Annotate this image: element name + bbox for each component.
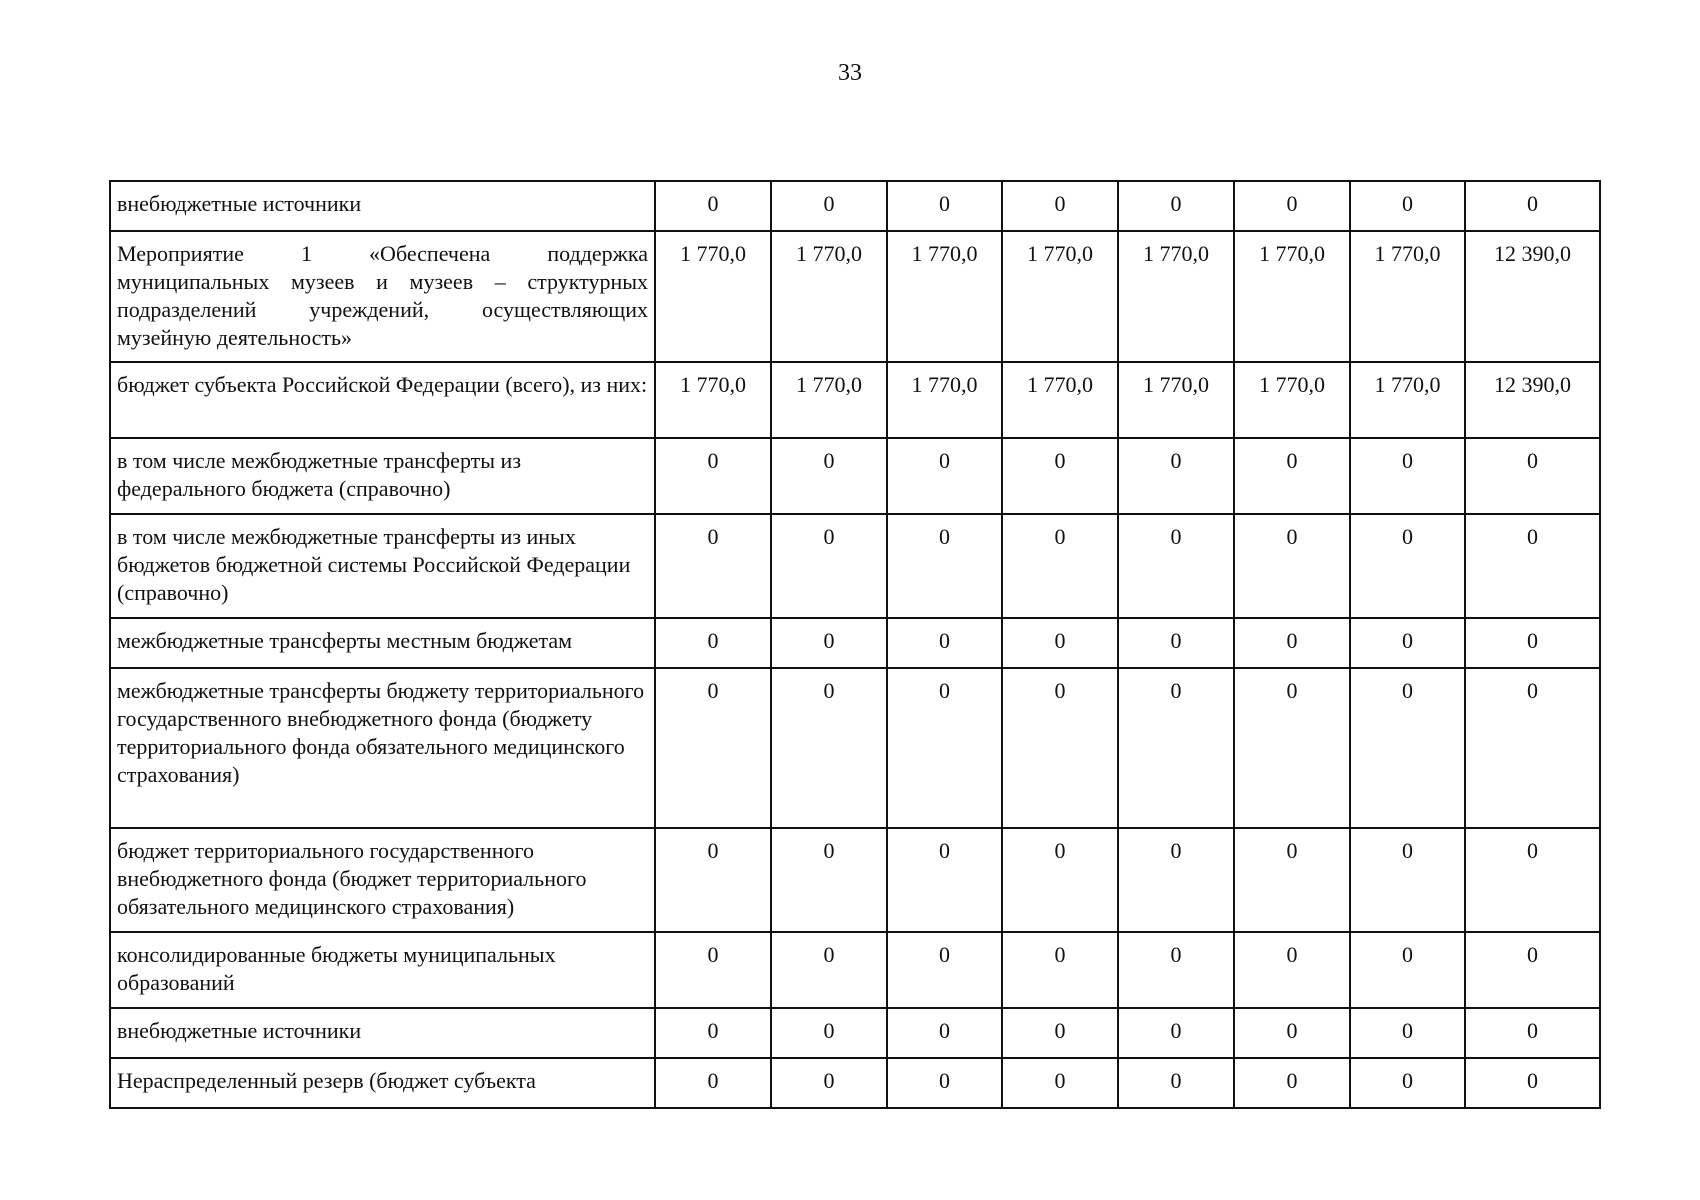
page-number: 33 [838,60,862,86]
total-cell: 0 [1465,438,1600,514]
value-cell: 1 770,0 [1234,362,1350,438]
value-cell: 1 770,0 [771,231,887,362]
value-cell: 1 770,0 [1350,362,1465,438]
table-row [110,514,1600,618]
value-cell: 0 [887,618,1002,668]
value-cell: 0 [1234,438,1350,514]
value-cell: 0 [1234,618,1350,668]
value-cell: 0 [1118,618,1234,668]
value-cell: 0 [887,514,1002,618]
value-cell: 0 [1350,828,1465,932]
value-cell: 0 [771,932,887,1008]
value-cell: 0 [1350,181,1465,231]
value-cell: 0 [1118,668,1234,828]
value-cell: 0 [1002,181,1118,231]
value-cell: 0 [655,668,771,828]
value-cell: 1 770,0 [887,231,1002,362]
value-cell: 0 [1234,181,1350,231]
value-cell: 0 [1350,514,1465,618]
value-cell: 0 [1002,1008,1118,1058]
table-row [110,231,1600,362]
value-cell: 0 [1234,1058,1350,1108]
value-cell: 0 [887,438,1002,514]
value-cell: 0 [1118,514,1234,618]
table-row [110,1058,1600,1108]
value-cell: 0 [771,668,887,828]
table-row [110,438,1600,514]
value-cell: 1 770,0 [771,362,887,438]
value-cell: 0 [1350,438,1465,514]
value-cell: 1 770,0 [887,362,1002,438]
value-cell: 0 [1350,1008,1465,1058]
value-cell: 0 [1002,932,1118,1008]
total-cell: 0 [1465,618,1600,668]
total-cell: 0 [1465,1058,1600,1108]
total-cell: 0 [1465,1008,1600,1058]
value-cell: 0 [1234,514,1350,618]
value-cell: 0 [887,932,1002,1008]
row-label: в том числе межбюджетные трансферты из иных бюджетов бюджетной системы Российской Федерации (справочно) [110,514,655,618]
value-cell: 0 [1350,618,1465,668]
budget-table [109,180,1601,1109]
value-cell: 0 [655,181,771,231]
value-cell: 0 [1002,438,1118,514]
row-label: внебюджетные источники [110,1008,655,1058]
table-row [110,668,1600,828]
row-label: в том числе межбюджетные трансферты из федерального бюджета (справочно) [110,438,655,514]
total-cell: 12 390,0 [1465,231,1600,362]
row-label: консолидированные бюджеты муниципальных образований [110,932,655,1008]
value-cell: 0 [1234,668,1350,828]
value-cell: 0 [655,514,771,618]
value-cell: 0 [771,1008,887,1058]
value-cell: 1 770,0 [655,231,771,362]
total-cell: 0 [1465,668,1600,828]
total-cell: 0 [1465,514,1600,618]
row-label: межбюджетные трансферты бюджету территориального государственного внебюджетного фонда (бюджету территориального фонда обязательного медицинского страхования) [110,668,655,828]
value-cell: 0 [655,828,771,932]
row-label: Мероприятие 1 «Обеспечена поддержка муниципальных музеев и музеев – структурных подразделений учреждений, осуществляющих музейную деятельность» [110,231,655,362]
value-cell: 0 [771,514,887,618]
value-cell: 0 [1350,668,1465,828]
row-label: бюджет субъекта Российской Федерации (всего), из них: [110,362,655,438]
value-cell: 0 [1002,618,1118,668]
total-cell: 12 390,0 [1465,362,1600,438]
value-cell: 0 [655,618,771,668]
value-cell: 1 770,0 [1002,362,1118,438]
value-cell: 0 [1234,828,1350,932]
value-cell: 1 770,0 [1118,362,1234,438]
value-cell: 0 [655,1008,771,1058]
value-cell: 0 [887,181,1002,231]
value-cell: 0 [655,932,771,1008]
value-cell: 0 [1118,1008,1234,1058]
row-label: внебюджетные источники [110,181,655,231]
value-cell: 0 [1350,1058,1465,1108]
table-row [110,181,1600,231]
value-cell: 1 770,0 [1118,231,1234,362]
value-cell: 0 [1118,828,1234,932]
value-cell: 1 770,0 [1002,231,1118,362]
value-cell: 0 [887,828,1002,932]
value-cell: 0 [887,1058,1002,1108]
value-cell: 1 770,0 [1234,231,1350,362]
value-cell: 0 [1118,181,1234,231]
row-label: межбюджетные трансферты местным бюджетам [110,618,655,668]
value-cell: 0 [1118,932,1234,1008]
value-cell: 0 [1002,828,1118,932]
value-cell: 0 [887,1008,1002,1058]
value-cell: 0 [1118,438,1234,514]
budget-table-body [110,181,1600,1108]
total-cell: 0 [1465,932,1600,1008]
value-cell: 0 [1350,932,1465,1008]
value-cell: 0 [1002,668,1118,828]
value-cell: 0 [1234,1008,1350,1058]
value-cell: 0 [771,1058,887,1108]
value-cell: 0 [1002,514,1118,618]
value-cell: 0 [771,618,887,668]
value-cell: 0 [655,438,771,514]
value-cell: 0 [655,1058,771,1108]
value-cell: 0 [1002,1058,1118,1108]
total-cell: 0 [1465,181,1600,231]
table-row [110,362,1600,438]
value-cell: 1 770,0 [655,362,771,438]
table-row [110,618,1600,668]
value-cell: 0 [771,828,887,932]
table-row [110,1008,1600,1058]
row-label: Нераспределенный резерв (бюджет субъекта [110,1058,655,1108]
value-cell: 0 [771,181,887,231]
table-row [110,932,1600,1008]
value-cell: 1 770,0 [1350,231,1465,362]
row-label: бюджет территориального государственного внебюджетного фонда (бюджет территориального обязательного медицинского страхования) [110,828,655,932]
value-cell: 0 [887,668,1002,828]
value-cell: 0 [1234,932,1350,1008]
value-cell: 0 [1118,1058,1234,1108]
value-cell: 0 [771,438,887,514]
total-cell: 0 [1465,828,1600,932]
table-row [110,828,1600,932]
